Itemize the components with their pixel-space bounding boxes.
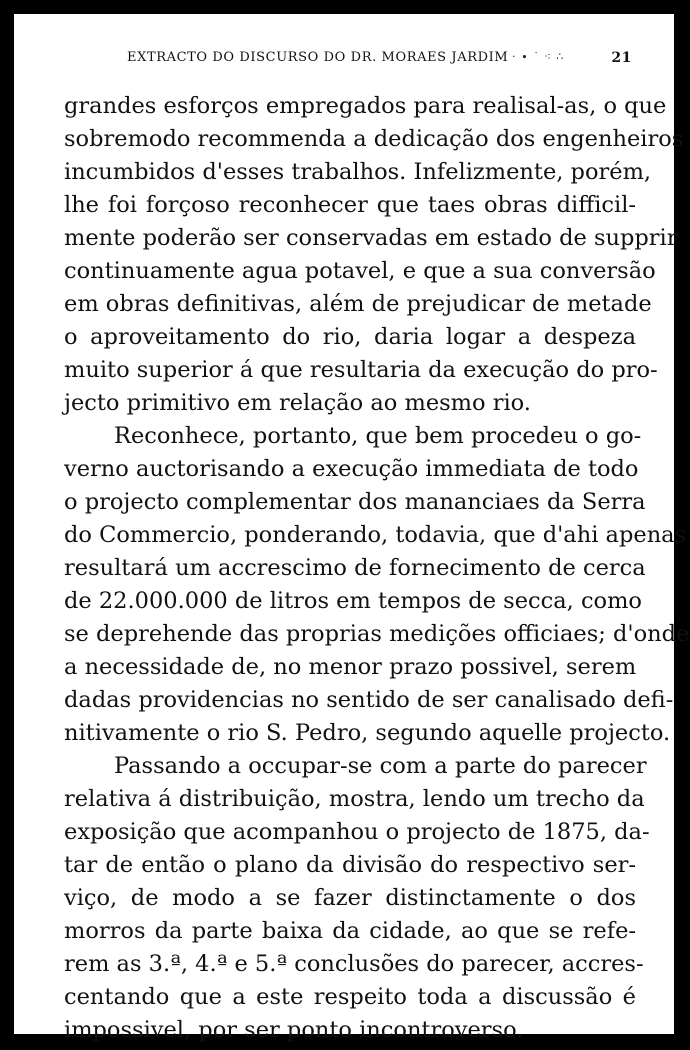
text-line: morros da parte baixa da cidade, ao que se refe- — [64, 918, 636, 944]
text-line: de 22.000.000 de litros em tempos de secca, como — [64, 588, 642, 614]
text-line: centando que a este respeito toda a discussão é — [64, 984, 636, 1010]
text-line: rem as 3.ª, 4.ª e 5.ª conclusões do parecer, accres- — [64, 951, 644, 977]
text-line: o projecto complementar dos mananciaes da Serra — [64, 489, 646, 515]
paragraph-end-line: impossivel, por ser ponto incontroverso. — [64, 1017, 524, 1043]
text-line: grandes esforços empregados para realisal-as, o que — [64, 93, 667, 119]
paragraph-end-line: jecto primitivo em relação ao mesmo rio. — [64, 390, 531, 416]
text-line: exposição que acompanhou o projecto de 1875, da- — [64, 819, 650, 845]
text-line: em obras definitivas, além de prejudicar de metade — [64, 291, 652, 317]
text-line: o aproveitamento do rio, daria logar a despeza — [64, 324, 636, 350]
text-line: lhe foi forçoso reconhecer que taes obras difficil- — [64, 192, 636, 218]
text-line: viço, de modo a se fazer distinctamente o dos — [64, 885, 636, 911]
text-line: sobremodo recommenda a dedicação dos engenheiros — [64, 126, 684, 152]
text-line: do Commercio, ponderando, todavia, que d'ahi apenas — [64, 522, 687, 548]
paragraph-start-line: Reconhece, portanto, que bem procedeu o go- — [114, 423, 642, 449]
book-page — [14, 14, 690, 1043]
text-line: mente poderão ser conservadas em estado de supprir — [64, 225, 678, 251]
text-line: relativa á distribuição, mostra, lendo um trecho da — [64, 786, 645, 812]
print-specks: · ∙ ˙ ⁖ ∴ — [512, 50, 565, 63]
text-line: se deprehende das proprias medições officiaes; d'onde — [64, 621, 690, 647]
running-title: EXTRACTO DO DISCURSO DO DR. MORAES JARDIM — [127, 50, 509, 65]
text-line: resultará um accrescimo de fornecimento de cerca — [64, 555, 646, 581]
body-text — [64, 90, 690, 1047]
text-line: incumbidos d'esses trabalhos. Infelizmente, porém, — [64, 159, 652, 185]
text-line: verno auctorisando a execução immediata de todo — [64, 456, 639, 482]
text-line: dadas providencias no sentido de ser canalisado defi- — [64, 687, 674, 713]
paragraph-start-line: Passando a occupar-se com a parte do parecer — [114, 753, 647, 779]
page-number: 21 — [611, 50, 632, 66]
text-line: tar de então o plano da divisão do respectivo ser- — [64, 852, 636, 878]
paragraph-end-line: nitivamente o rio S. Pedro, segundo aquelle projecto. — [64, 720, 671, 746]
text-line: continuamente agua potavel, e que a sua conversão — [64, 258, 656, 284]
text-line: a necessidade de, no menor prazo possivel, serem — [64, 654, 637, 680]
text-line: muito superior á que resultaria da execução do pro- — [64, 357, 658, 383]
